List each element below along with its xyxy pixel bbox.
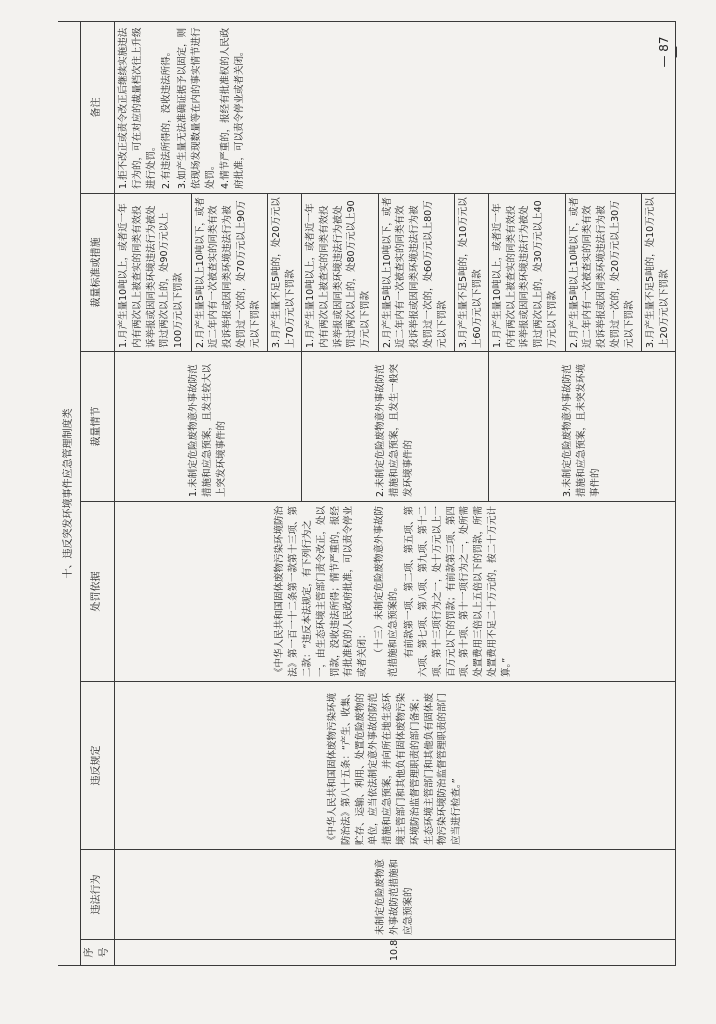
basis-paragraph: 《中华人民共和国固体废物污染环境防治法》第一百一十二条第一款第十三项、第二款：“违反本法规定，有下列行为之一，由生态环境主管部门责令改正，处以罚款，没收违法所得；情节严重的，报经有批准权的人民政府批准，可以责令停业或者关闭： (274, 505, 369, 677)
penalty-3-2: 2.月产生量5吨以上10吨以下，或者近二年内有一次被查实的同类有效投诉举报或因同类环境违法行为被处罚过一次的，处20万元以上30万元以下罚款 (565, 194, 642, 352)
header-remark: 备注 (81, 21, 115, 193)
section-title: 十、违反突发环境事件应急管理制度类 (58, 21, 81, 965)
header-act: 违法行为 (81, 850, 115, 940)
remark-item: 1.拒不改正或责令改正后继续实施违法行为的，可在对应的裁量档次往上升级进行处罚。 (118, 27, 157, 189)
penalty-discretion-table (58, 21, 676, 966)
header-circumstance: 裁量情节 (81, 352, 115, 502)
violation-act: 未制定危险废物意外事故防范措施和应急预案的 (115, 850, 676, 940)
header-regulation: 违反规定 (81, 682, 115, 850)
penalty-3-1: 1.月产生量10吨以上，或者近一年内有两次以上被查实的同类有效投诉举报或因同类环境违法行为被处罚过两次以上的，处30万元以上40万元以下罚款 (488, 194, 565, 352)
penalty-1-3: 3.月产生量不足5吨的，处20万元以上70万元以下罚款 (268, 194, 302, 352)
penalty-2-3: 3.月产生量不足5吨的，处10万元以上60万元以下罚款 (455, 194, 489, 352)
penalty-1-2: 2.月产生量5吨以上10吨以下，或者近二年内有一次被查实的同类有效投诉举报或因同类环境违法行为被处罚过一次的，处70万元以上90万元以下罚款 (191, 194, 268, 352)
remark-item: 2.有违法所得的，没收违法所得。 (161, 46, 173, 189)
penalty-3-3: 3.月产生量不足5吨的，处10万元以上20万元以下罚款 (642, 194, 676, 352)
penalty-2-1: 1.月产生量10吨以上，或者近一年内有两次以上被查实的同类有效投诉举报或因同类环境违法行为被处罚过两次以上的，处80万元以上90万元以下罚款 (301, 194, 378, 352)
row-serial: 10.8 (115, 940, 676, 966)
remarks (115, 21, 676, 193)
circumstance-2: 2.未制定危险废物意外事故防范措施和应急预案，且发生一般突发环境事件的 (301, 352, 488, 502)
rotated-page-content (58, 22, 676, 966)
header-serial: 序号 (81, 940, 115, 966)
penalty-1-1: 1.月产生量10吨以上，或者近一年内有两次以上被查实的同类有效投诉举报或因同类环境违法行为被处罚过两次以上的，处90万元以上100万元以下罚款 (115, 194, 192, 352)
penalty-basis (115, 502, 676, 682)
header-penalty: 裁量标准或措施 (81, 194, 115, 352)
remark-item: 4.情节严重的，报经有批准权的人民政府批准，可以责令停业或者关闭。 (220, 27, 246, 189)
circumstance-1: 1.未制定危险废物意外事故防范措施和应急预案，且发生较大以上突发环境事件的 (115, 352, 302, 502)
basis-paragraph: 有前款第一项、第二项、第五项、第六项、第七项、第八项、第九项、第十二项、第十三项行为之一，处十万元以上一百万元以下的罚款；有前款第三项、第四项、第十项、第十一项行为之一，处所需处置费用三倍以上五倍以下的罚款，所需处置费用不足二十万元的，按二十万元计算。” (404, 505, 512, 677)
basis-paragraph: （十三）未制定危险废物意外事故防范措施和应急预案的。 (373, 505, 399, 677)
violated-regulation: 《中华人民共和国固体废物污染环境防治法》第八十五条：“产生、收集、贮存、运输、利用、处置危险废物的单位，应当依法制定意外事故的防范措施和应急预案，并向所在地生态环境主管部门和其他负有固体废物污染环境防治监督管理职责的部门备案；生态环境主管部门和其他负有固体废物污染环境防治监督管理职责的部门应当进行检查。” (115, 682, 676, 850)
remark-item: 3.如产生量无法准确证据予以固定，则依现场发现数量等在内的事实情节进行处罚。 (177, 27, 216, 189)
penalty-2-2: 2.月产生量5吨以上10吨以下，或者近二年内有一次被查实的同类有效投诉举报或因同类环境违法行为被处罚过一次的，处60万元以上80万元以下罚款 (378, 194, 455, 352)
header-basis: 处罚依据 (81, 502, 115, 682)
circumstance-3: 3.未制定危险废物意外事故防范措施和应急预案，且未突发环境事件的 (488, 352, 675, 502)
page-number: — 87 — (657, 36, 683, 68)
